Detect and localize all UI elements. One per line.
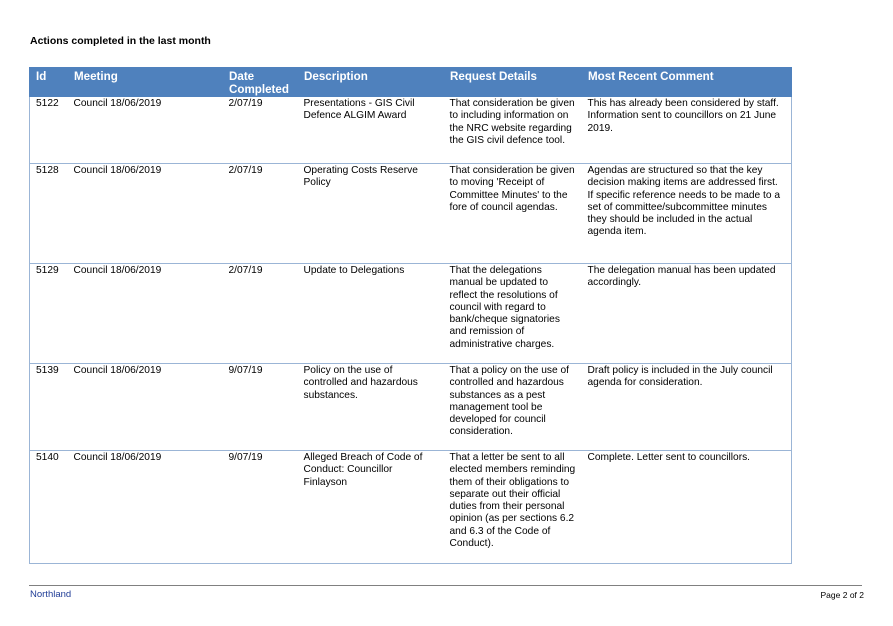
cell-meeting: Council 18/06/2019 <box>68 97 223 164</box>
cell-description: Alleged Breach of Code of Conduct: Councillor Finlayson <box>298 451 444 564</box>
cell-date-completed: 2/07/19 <box>223 264 298 364</box>
table-row <box>30 164 792 264</box>
cell-id: 5139 <box>30 364 68 451</box>
cell-meeting: Council 18/06/2019 <box>68 451 223 564</box>
cell-meeting: Council 18/06/2019 <box>68 164 223 264</box>
header-meeting: Meeting <box>68 68 223 97</box>
header-id: Id <box>30 68 68 97</box>
cell-date-completed: 2/07/19 <box>223 164 298 264</box>
cell-meeting: Council 18/06/2019 <box>68 264 223 364</box>
cell-id: 5128 <box>30 164 68 264</box>
table-row <box>30 364 792 451</box>
header-description: Description <box>298 68 444 97</box>
cell-most-recent-comment: Draft policy is included in the July council agenda for consideration. <box>582 364 792 451</box>
header-date-completed: Date Completed <box>223 68 298 97</box>
cell-id: 5129 <box>30 264 68 364</box>
cell-description: Presentations - GIS Civil Defence ALGIM Award <box>298 97 444 164</box>
cell-request-details: That a policy on the use of controlled and hazardous substances as a pest management tool be developed for council consideration. <box>444 364 582 451</box>
table-row <box>30 97 792 164</box>
cell-date-completed: 9/07/19 <box>223 364 298 451</box>
header-request-details: Request Details <box>444 68 582 97</box>
cell-most-recent-comment: Agendas are structured so that the key decision making items are addressed first. If specific reference needs to be made to a set of committee/subcommittee minutes they should be included in the actual agenda item. <box>582 164 792 264</box>
cell-request-details: That consideration be given to moving 'Receipt of Committee Minutes' to the fore of council agendas. <box>444 164 582 264</box>
cell-most-recent-comment: This has already been considered by staff. Information sent to councillors on 21 June 2019. <box>582 97 792 164</box>
cell-most-recent-comment: Complete. Letter sent to councillors. <box>582 451 792 564</box>
cell-description: Policy on the use of controlled and hazardous substances. <box>298 364 444 451</box>
cell-request-details: That a letter be sent to all elected members reminding them of their obligations to separate out their official duties from their personal opinion (as per sections 6.2 and 6.3 of the Code of Conduct). <box>444 451 582 564</box>
cell-meeting: Council 18/06/2019 <box>68 364 223 451</box>
header-most-recent-comment: Most Recent Comment <box>582 68 792 97</box>
cell-date-completed: 2/07/19 <box>223 97 298 164</box>
table-header-row <box>30 68 792 97</box>
footer-divider <box>29 585 862 586</box>
table-row <box>30 264 792 364</box>
actions-table <box>29 67 792 564</box>
cell-id: 5122 <box>30 97 68 164</box>
page-number: Page 2 of 2 <box>820 590 864 600</box>
footer-brand: Northland <box>30 589 72 600</box>
page-title: Actions completed in the last month <box>30 35 211 47</box>
cell-date-completed: 9/07/19 <box>223 451 298 564</box>
cell-id: 5140 <box>30 451 68 564</box>
cell-request-details: That the delegations manual be updated to reflect the resolutions of council with regard to bank/cheque signatories and remission of administrative charges. <box>444 264 582 364</box>
table-row <box>30 451 792 564</box>
cell-description: Update to Delegations <box>298 264 444 364</box>
cell-description: Operating Costs Reserve Policy <box>298 164 444 264</box>
cell-most-recent-comment: The delegation manual has been updated accordingly. <box>582 264 792 364</box>
cell-request-details: That consideration be given to including information on the NRC website regarding the GIS civil defence tool. <box>444 97 582 164</box>
